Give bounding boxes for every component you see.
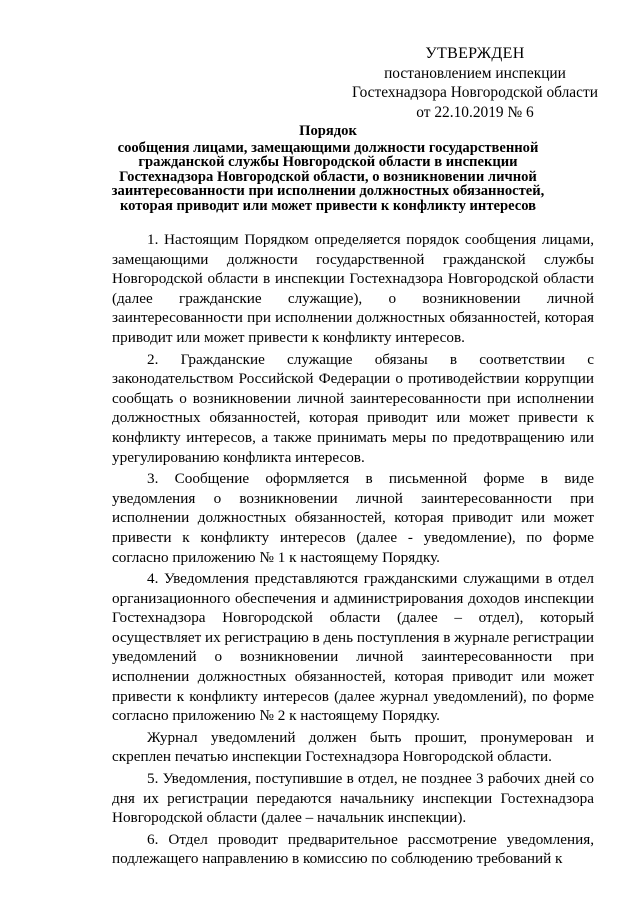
document-title xyxy=(108,124,548,214)
paragraph: 3. Сообщение оформляется в письменной форме в виде уведомления о возникновении личной заинтересованности при исполнении должностных обязанностей, которая приводит или может привести к конфликту интересов (далее - уведомление), по форме согласно приложению № 1 к настоящему Порядку. xyxy=(112,470,594,566)
approval-line: постановлением инспекции xyxy=(384,64,566,82)
paragraph: 6. Отдел проводит предварительное рассмотрение уведомления, подлежащего направлению в комиссию по соблюдению требований к xyxy=(112,830,594,868)
approval-stamp: УТВЕРЖДЕН xyxy=(425,45,525,62)
approval-date: от 22.10.2019 № 6 xyxy=(416,103,534,121)
paragraph: 2. Гражданские служащие обязаны в соответствии с законодательством Российской Федерации о противодействии коррупции сообщать о возникновении личной заинтересованности при исполнении должностных обязанностей, которая приводит или может привести к конфликту интересов, а также принимать меры по предотвращению или урегулированию конфликта интересов. xyxy=(112,350,594,466)
paragraph: 1. Настоящим Порядком определяется порядок сообщения лицами, замещающими должности государственной гражданской службы Новгородской области в инспекции Гостехнадзора Новгородской области (далее гражданские служащие), о возникновении личной заинтересованности при исполнении должностных обязанностей, которая приводит или может привести к конфликту интересов. xyxy=(112,231,594,346)
paragraph: 5. Уведомления, поступившие в отдел, не позднее 3 рабочих дней со дня их регистрации передаются начальнику инспекции Гостехнадзора Новгородской области (далее – начальник инспекции). xyxy=(112,770,594,827)
paragraph: Журнал уведомлений должен быть прошит, пронумерован и скреплен печатью инспекции Гостехнадзора Новгородской области. xyxy=(112,728,594,766)
approval-line: Гостехнадзора Новгородской области xyxy=(352,84,598,101)
title-heading: Порядок xyxy=(299,123,357,139)
document-body xyxy=(112,230,594,871)
approval-block xyxy=(330,44,620,122)
title-subtitle: сообщения лицами, замещающими должности государственной гражданской службы Новгородской области в инспекции Гостехнадзора Новгородской области, о возникновении личной заинтересованности при исполнении должностных обязанностей, которая приводит или может привести к конфликту интересов xyxy=(111,139,545,214)
paragraph: 4. Уведомления представляются гражданскими служащими в отдел организационного обеспечения и администрирования доходов инспекции Гостехнадзора Новгородской области (далее – отдел), который осуществляет их регистрацию в день поступления в журнале регистрации уведомлений о возникновении личной заинтересованности при исполнении должностных обязанностей, которая приводит или может привести к конфликту интересов (далее журнал уведомлений), по форме согласно приложению № 2 к настоящему Порядку. xyxy=(112,570,594,725)
